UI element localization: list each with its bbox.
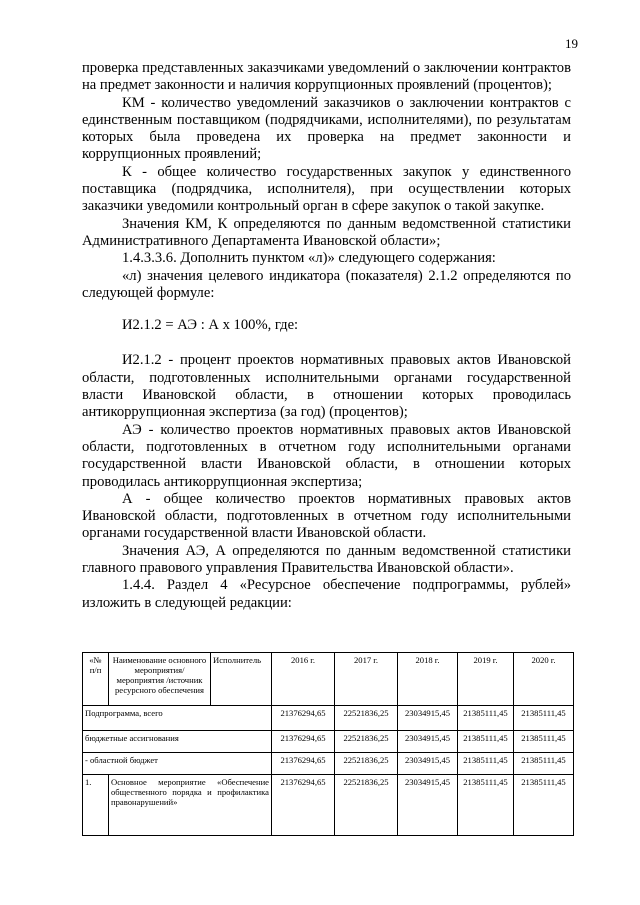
value-cell: 21385111,45 <box>514 706 574 731</box>
page-number: 19 <box>565 36 578 51</box>
row-label: бюджетные ассигнования <box>83 731 272 753</box>
value-cell: 21376294,65 <box>272 706 335 731</box>
paragraph: 1.4.3.3.6. Дополнить пунктом «л)» следующего содержания: <box>122 250 496 267</box>
row-number: 1. <box>83 775 109 836</box>
value-cell: 21376294,65 <box>272 731 335 753</box>
paragraph: проверка представленных заказчиками уведомлений о заключении контрактов на предмет законности и наличия коррупционных проявлений (процентов); <box>82 60 571 94</box>
value-cell: 21385111,45 <box>458 775 514 836</box>
table-header-row <box>83 653 574 706</box>
header-cell: 2020 г. <box>514 653 574 706</box>
value-cell: 21385111,45 <box>458 753 514 775</box>
value-cell: 22521836,25 <box>335 731 398 753</box>
row-label: Подпрограмма, всего <box>83 706 272 731</box>
value-cell: 21385111,45 <box>514 775 574 836</box>
value-cell: 21376294,65 <box>272 775 335 836</box>
value-cell: 22521836,25 <box>335 753 398 775</box>
body-text <box>82 60 571 612</box>
header-cell: 2016 г. <box>272 653 335 706</box>
value-cell: 23034915,45 <box>398 706 458 731</box>
header-cell: 2017 г. <box>335 653 398 706</box>
header-cell: Наименование основного мероприятия/мероприятия /источник ресурсного обеспечения <box>109 653 211 706</box>
paragraph: А - общее количество проектов нормативных правовых актов Ивановской области, подготовленных в отчетном году исполнительными органами государственной власти Ивановской области. <box>82 490 571 542</box>
resource-table <box>82 652 574 836</box>
paragraph: КМ - количество уведомлений заказчиков о заключении контрактов с единственным поставщиком (подрядчиками, исполнителями), по результатам которых была проведена их проверка на предмет законности и коррупционных проявлений; <box>82 94 571 163</box>
paragraph: «л) значения целевого индикатора (показателя) 2.1.2 определяются по следующей формуле: <box>82 267 571 301</box>
value-cell: 21385111,45 <box>514 731 574 753</box>
value-cell: 23034915,45 <box>398 753 458 775</box>
value-cell: 21385111,45 <box>514 753 574 775</box>
paragraph: К - общее количество государственных закупок у единственного поставщика (подрядчика, исполнителя), при осуществлении которых заказчики уведомили контрольный орган в сфере закупок о такой закупке. <box>82 163 571 215</box>
table-row <box>83 775 574 836</box>
header-cell: 2019 г. <box>458 653 514 706</box>
row-label: - областной бюджет <box>83 753 272 775</box>
table-row <box>83 731 574 753</box>
paragraph: И2.1.2 - процент проектов нормативных правовых актов Ивановской области, подготовленных исполнительными органами государственной власти Ивановской области, в отношении которых проводилась антикоррупционная экспертиза (за год) (процентов); <box>82 352 571 421</box>
value-cell: 23034915,45 <box>398 731 458 753</box>
formula: И2.1.2 = АЭ : А х 100%, где: <box>122 317 299 334</box>
value-cell: 22521836,25 <box>335 775 398 836</box>
paragraph: Значения АЭ, А определяются по данным ведомственной статистики главного правового управления Правительства Ивановской области». <box>82 542 571 577</box>
header-cell: 2018 г. <box>398 653 458 706</box>
paragraph: АЭ - количество проектов нормативных правовых актов Ивановской области, подготовленных в отчетном году исполнительными органами государственной власти Ивановской области, в отношении которых проводилась антикоррупционная экспертиза; <box>82 421 571 490</box>
value-cell: 21376294,65 <box>272 753 335 775</box>
paragraph: 1.4.4. Раздел 4 «Ресурсное обеспечение подпрограммы, рублей» изложить в следующей редакции: <box>82 577 571 611</box>
value-cell: 23034915,45 <box>398 775 458 836</box>
table-row <box>83 706 574 731</box>
table-row <box>83 753 574 775</box>
header-cell: «№ п/п <box>83 653 109 706</box>
header-cell: Исполнитель <box>211 653 272 706</box>
value-cell: 21385111,45 <box>458 706 514 731</box>
paragraph: Значения КМ, К определяются по данным ведомственной статистики Административного Департамента Ивановской области»; <box>82 215 571 249</box>
value-cell: 21385111,45 <box>458 731 514 753</box>
value-cell: 22521836,25 <box>335 706 398 731</box>
row-label: Основное мероприятие «Обеспечение общественного порядка и профилактика правонарушений» <box>109 775 272 836</box>
